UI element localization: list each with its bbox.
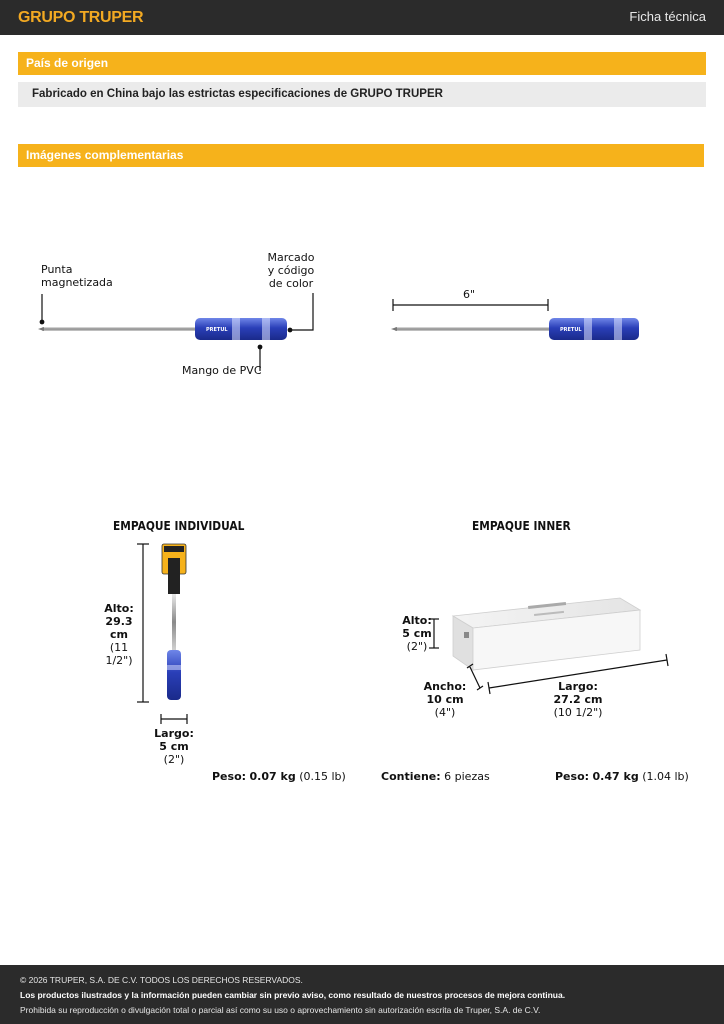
inner-package-title: EMPAQUE INNER <box>472 518 571 533</box>
footer-notice: Los productos ilustrados y la información pueden cambiar sin previo aviso, como resultado de nuestros procesos de mejora continua. <box>20 990 566 1000</box>
inner-height: Alto: 5 cm (2") <box>402 614 432 653</box>
inner-length: Largo: 27.2 cm (10 1/2") <box>553 680 603 719</box>
inner-width: Ancho: 10 cm (4") <box>423 680 467 719</box>
screwdriver-shaft <box>42 327 197 331</box>
footer-legal: Prohibida su reproducción o divulgación total o parcial así como su uso o aprovechamiento sin autorización escrita de Truper, S.A. de C.V. <box>20 1005 541 1015</box>
svg-text:PRETUL: PRETUL <box>560 327 582 333</box>
individual-length: Largo: 5 cm (2") <box>154 727 194 766</box>
tip-label: Punta magnetizada <box>41 263 113 289</box>
screwdriver-right <box>391 318 639 340</box>
svg-text:PRETUL: PRETUL <box>206 327 228 333</box>
marking-label: Marcado y código de color <box>267 251 315 290</box>
individual-weight: Peso: 0.07 kg (0.15 lb) <box>212 770 346 783</box>
inner-weight: Peso: 0.47 kg (1.04 lb) <box>555 770 689 783</box>
origin-section-title: País de origen <box>18 52 706 75</box>
individual-height: Alto: 29.3 cm (11 1/2") <box>104 602 134 667</box>
individual-package-title: EMPAQUE INDIVIDUAL <box>113 518 245 533</box>
individual-package-graphic <box>137 544 187 724</box>
handle-label: Mango de PVC <box>182 364 262 377</box>
marking-callout-line <box>290 293 313 330</box>
images-section-title: Imágenes complementarias <box>18 144 704 167</box>
inner-contents: Contiene: 6 piezas <box>381 770 490 783</box>
brand-logo: GRUPO TRUPER <box>18 9 144 26</box>
origin-text: Fabricado en China bajo las estrictas especificaciones de GRUPO TRUPER <box>18 82 706 107</box>
length-label: 6" <box>463 288 476 301</box>
document-type: Ficha técnica <box>629 9 706 24</box>
footer-copyright: © 2026 TRUPER, S.A. DE C.V. TODOS LOS DERECHOS RESERVADOS. <box>20 975 303 985</box>
screwdriver-left <box>38 318 287 340</box>
footer <box>0 965 724 1024</box>
